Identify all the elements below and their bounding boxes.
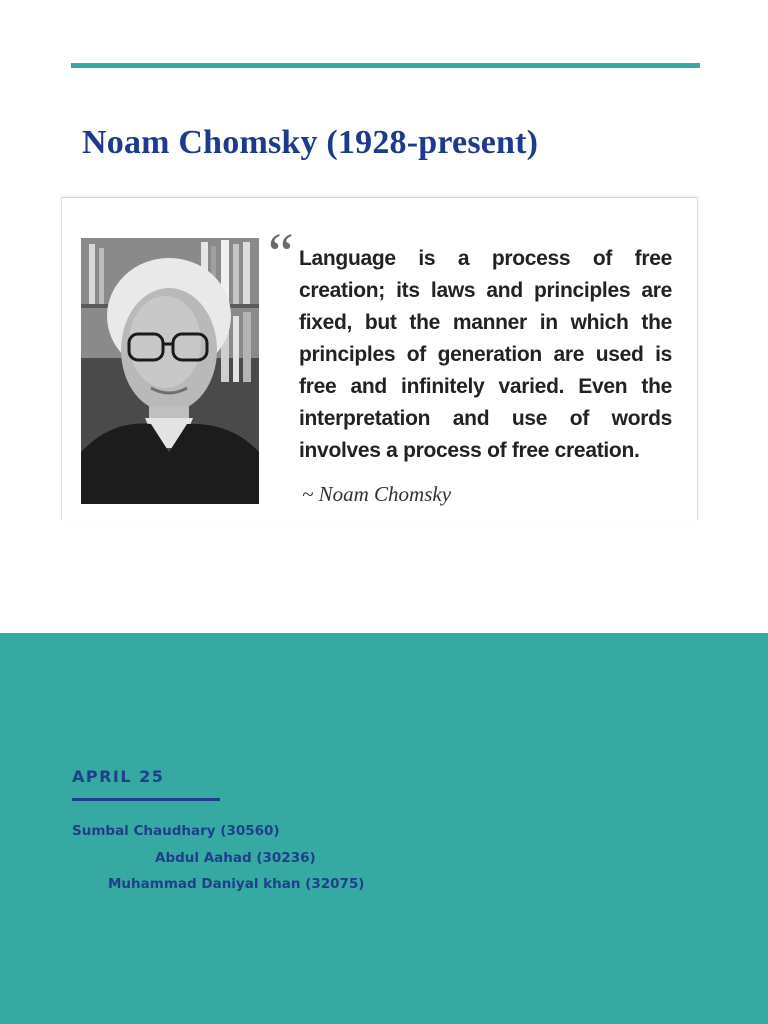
open-quote-mark: “ (268, 221, 294, 286)
date-underline (72, 798, 220, 801)
quote-text: Language is a process of free creation; its laws and principles are fixed, but the manner in which the principles of generation are used is free and infinitely varied. Even the interpretation and use of words involves a process of free creation. (299, 247, 672, 462)
page-title: Noam Chomsky (1928-present) (82, 124, 539, 161)
date-label: APRIL 25 (72, 767, 165, 786)
top-accent-rule (71, 63, 700, 68)
footer-band (0, 633, 768, 1024)
quote-card (61, 197, 698, 520)
chomsky-portrait-image (81, 238, 259, 504)
author-name: Abdul Aahad (30236) (155, 850, 316, 866)
author-name: Muhammad Daniyal khan (32075) (108, 876, 365, 892)
quote-attribution: ~ Noam Chomsky (302, 482, 452, 506)
author-name: Sumbal Chaudhary (30560) (72, 823, 280, 839)
